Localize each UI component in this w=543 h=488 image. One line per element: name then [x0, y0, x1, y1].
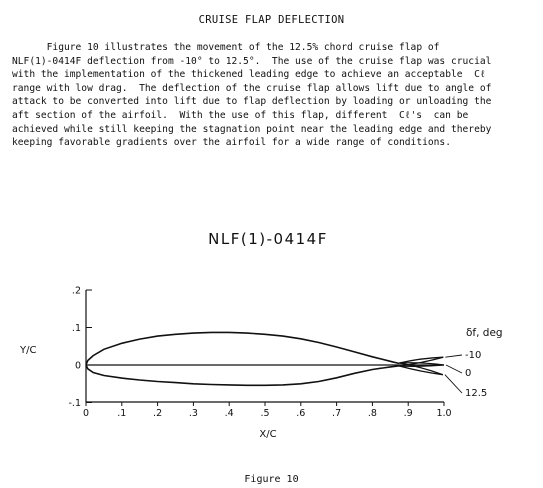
x-tick-label: .4: [224, 408, 234, 419]
x-tick-label: .2: [153, 408, 163, 419]
paragraph-line: Figure 10 illustrates the movement of the 12.5% chord cruise flap of: [12, 42, 440, 53]
y-tick-label: .2: [71, 285, 81, 297]
flap-label-0: 0: [465, 368, 472, 379]
x-axis-label: X/C: [259, 429, 277, 440]
paragraph-line: range with low drag. The deflection of the cruise flap allows lift due to angle of: [12, 82, 492, 94]
flap-label-12.5: 12.5: [465, 388, 488, 399]
x-tick-label: .5: [260, 408, 270, 419]
paragraph-line: NLF(1)-0414F deflection from -10° to 12.5°. The use of the cruise flap was crucial: [12, 55, 492, 67]
y-tick-label: .1: [71, 323, 81, 334]
x-tick-label: .6: [296, 408, 306, 419]
y-tick-label: -.1: [68, 398, 81, 409]
airfoil-lower-surface: [86, 365, 399, 385]
flap-leader--10: [445, 355, 462, 357]
paragraph-line: achieved while still keeping the stagnation point near the leading edge and thereby: [12, 123, 492, 135]
flap-leader-0: [446, 365, 462, 373]
x-tick-label: .9: [403, 408, 413, 419]
section-heading: CRUISE FLAP DEFLECTION: [198, 14, 345, 26]
y-axis-label: Y/C: [20, 345, 37, 356]
airfoil-upper-surface: [86, 332, 399, 365]
x-tick-label: 0: [82, 408, 90, 419]
paragraph-line: with the implementation of the thickened leading edge to achieve an acceptable Cℓ: [12, 69, 486, 81]
chart-title: NLF(1)-0414F: [208, 230, 328, 248]
paragraph-line: aft section of the airfoil. With the use of this flap, different Cℓ's can be: [12, 109, 469, 121]
flap-label--10: -10: [465, 350, 482, 361]
x-tick-label: 1.0: [436, 408, 452, 419]
x-tick-label: .1: [117, 408, 127, 419]
figure-caption: Figure 10: [244, 474, 299, 485]
legend-title: δf, deg: [466, 327, 503, 339]
x-tick-label: .7: [332, 408, 342, 419]
paragraph-line: keeping favorable gradients over the airfoil for a wide range of conditions.: [12, 137, 451, 149]
x-tick-label: .8: [367, 408, 377, 419]
x-tick-label: .3: [188, 408, 198, 419]
flap-leader-12.5: [445, 375, 462, 393]
paragraph-line: attack to be converted into lift due to flap deflection by loading or unloading the: [12, 96, 492, 108]
y-tick-label: 0: [74, 360, 81, 372]
